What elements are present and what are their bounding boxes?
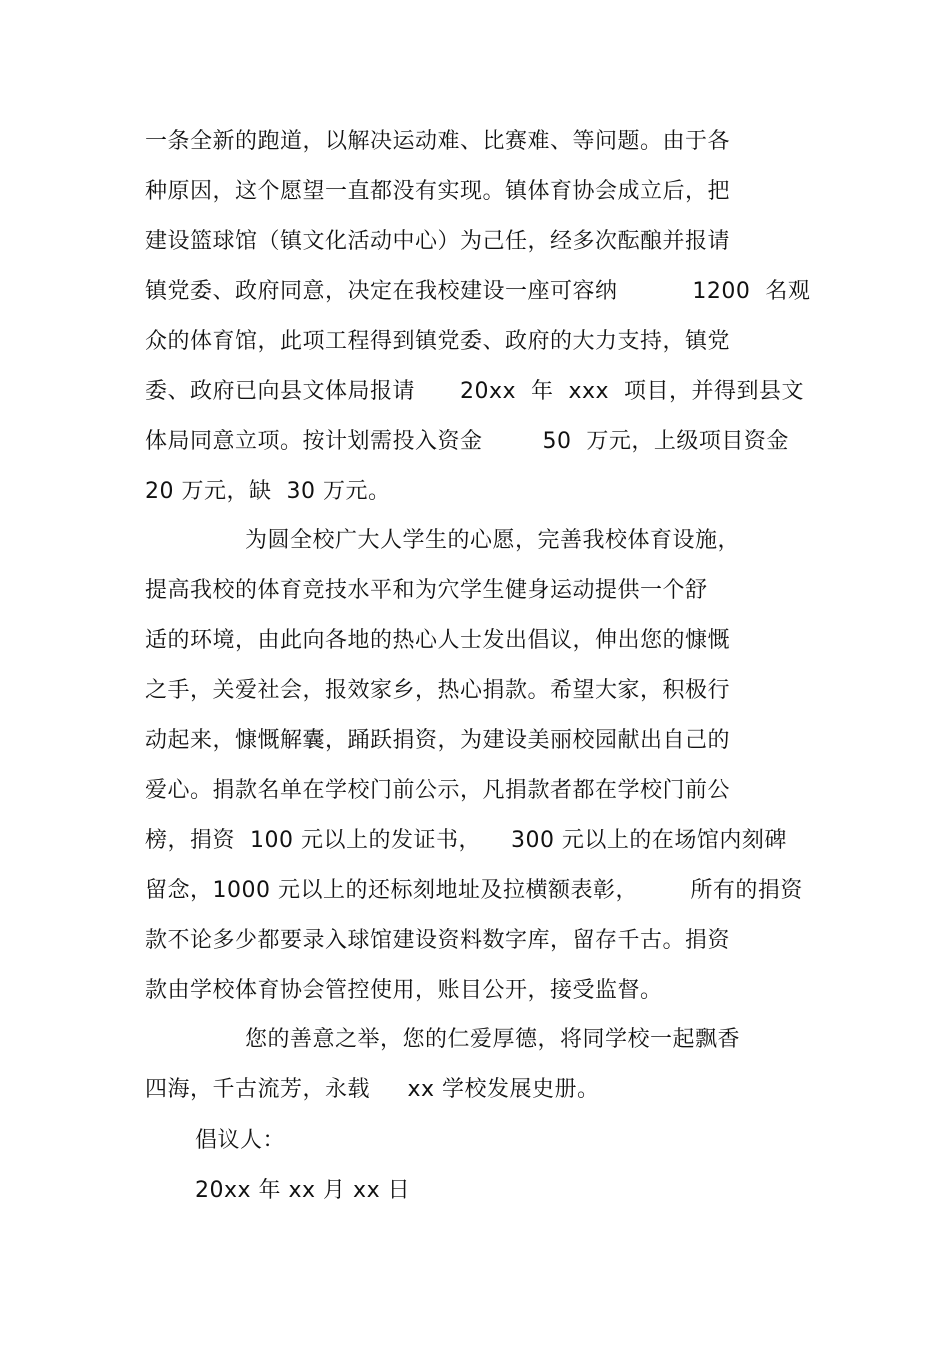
paragraph-line: 动起来，慷慨解囊，踊跃捐资，为建设美丽校园献出自己的 — [145, 728, 731, 753]
paragraph-line: 为圆全校广大人学生的心愿，完善我校体育设施， — [245, 528, 741, 553]
paragraph-line: 镇党委、政府同意，决定在我校建设一座可容纳 1200 名观 — [145, 279, 811, 304]
signature-date: 20xx 年 xx 月 xx 日 — [195, 1178, 411, 1203]
paragraph-line: 款由学校体育协会管控使用，账目公开，接受监督。 — [145, 978, 663, 1003]
paragraph-line: 体局同意立项。按计划需投入资金 50 万元，上级项目资金 — [145, 429, 789, 454]
paragraph-line: 留念，1000 元以上的还标刻地址及拉横额表彰， 所有的捐资 — [145, 878, 803, 903]
paragraph-line: 四海，千古流芳，永载 xx 学校发展史册。 — [145, 1077, 600, 1102]
paragraph-line: 20 万元，缺 30 万元。 — [145, 479, 391, 504]
paragraph-line: 建设篮球馆（镇文化活动中心）为己任，经多次酝酿并报请 — [145, 229, 731, 254]
paragraph-line: 您的善意之举，您的仁爱厚德，将同学校一起飘香 — [245, 1027, 741, 1052]
paragraph-line: 一条全新的跑道，以解决运动难、比赛难、等问题。由于各 — [145, 129, 731, 154]
paragraph-line: 种原因，这个愿望一直都没有实现。镇体育协会成立后，把 — [145, 179, 731, 204]
signature-label: 倡议人： — [195, 1128, 286, 1153]
paragraph-line: 适的环境，由此向各地的热心人士发出倡议，伸出您的慷慨 — [145, 628, 731, 653]
paragraph-line: 众的体育馆，此项工程得到镇党委、政府的大力支持，镇党 — [145, 329, 731, 354]
paragraph-line: 榜，捐资 100 元以上的发证书， 300 元以上的在场馆内刻碑 — [145, 828, 787, 853]
paragraph-line: 之手，关爱社会，报效家乡，热心捐款。希望大家，积极行 — [145, 678, 731, 703]
paragraph-line: 爱心。捐款名单在学校门前公示，凡捐款者都在学校门前公 — [145, 778, 731, 803]
paragraph-line: 款不论多少都要录入球馆建设资料数字库，留存千古。捐资 — [145, 928, 731, 953]
paragraph-line: 提高我校的体育竞技水平和为穴学生健身运动提供一个舒 — [145, 578, 708, 603]
paragraph-line: 委、政府已向县文体局报请 20xx 年 xxx 项目，并得到县文 — [145, 379, 805, 404]
